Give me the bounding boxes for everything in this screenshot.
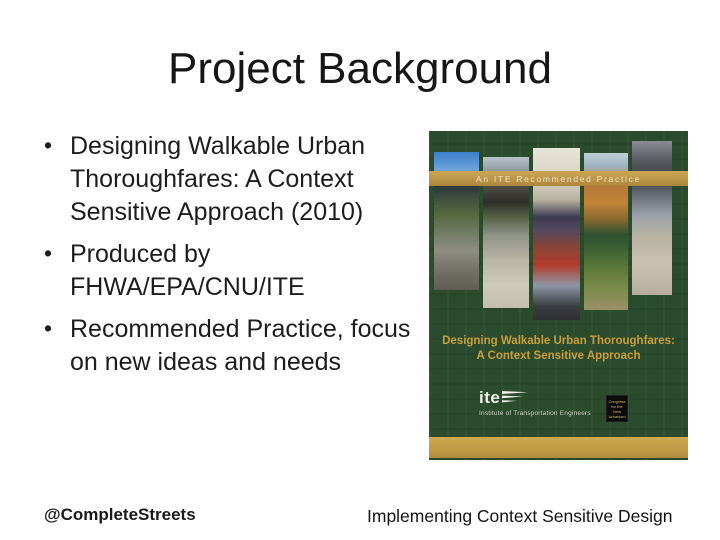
bullet-item: • Designing Walkable Urban Thoroughfares: A Context Sensitive Approach (2010): [70, 130, 432, 229]
ite-logo: [479, 389, 591, 417]
cover-title-line-2: A Context Sensitive Approach: [476, 350, 641, 362]
cover-banner-text: An ITE Recommended Practice: [476, 173, 641, 184]
ite-logo-stripes-icon: [502, 391, 528, 404]
cnu-badge-line: Urbanism: [608, 413, 626, 419]
book-cover-image: [429, 131, 688, 460]
footer-presentation-title: Implementing Context Sensitive Design: [367, 506, 673, 526]
footer-twitter-handle: @CompleteStreets: [44, 505, 196, 524]
cnu-badge-line: New: [612, 408, 621, 414]
slide-title: Project Background: [168, 44, 552, 93]
cnu-badge-line: for the: [611, 403, 623, 409]
cover-bottom-band: [429, 437, 688, 458]
bullet-item: • Recommended Practice, focus on new ideas and needs: [70, 313, 432, 379]
cover-banner: [429, 171, 688, 186]
ite-publisher-name: Institute of Transportation Engineers: [479, 410, 591, 417]
cover-title: [429, 334, 688, 364]
cnu-badge: [606, 395, 628, 422]
ite-logo-text: ite: [479, 388, 501, 407]
cover-title-line-1: Designing Walkable Urban Thoroughfares:: [442, 335, 675, 347]
cnu-badge-line: Congress: [608, 398, 626, 404]
bullet-list: [70, 130, 432, 388]
street-photo-strip-5: [632, 141, 672, 295]
bullet-item: • Produced by FHWA/EPA/CNU/ITE: [70, 238, 432, 304]
